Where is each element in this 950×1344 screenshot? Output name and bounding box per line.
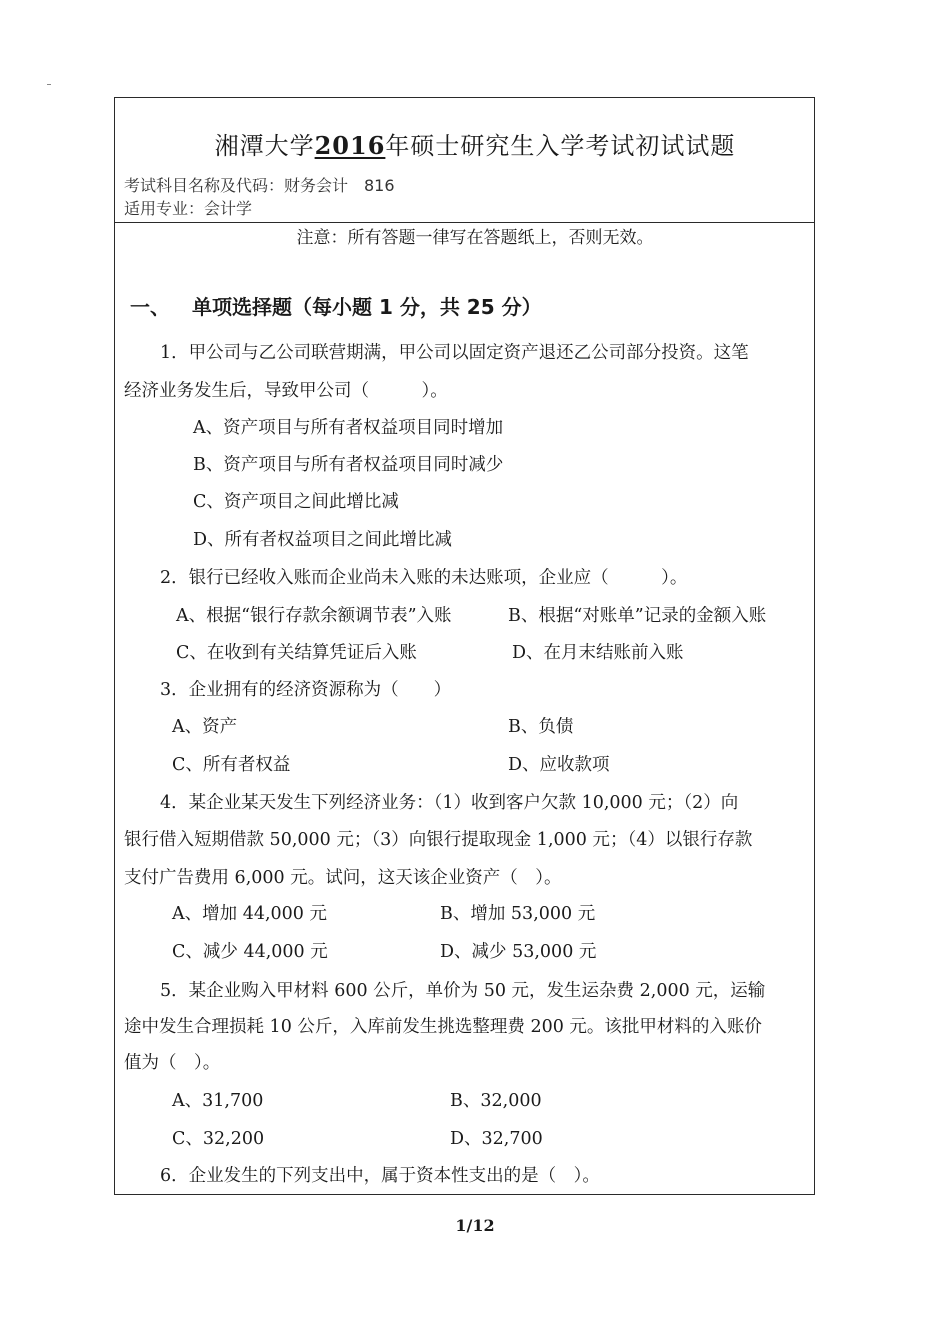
question-5-line-3: 值为（ ）。	[124, 1053, 221, 1073]
question-3-option-b: B、负债	[508, 717, 574, 737]
question-5-line-1: 5．某企业购入甲材料 600 公斤，单价为 50 元，发生运杂费 2,000 元，运输	[160, 981, 766, 1001]
question-2-option-c: C、在收到有关结算凭证后入账	[176, 643, 417, 663]
question-2-option-b: B、根据“对账单”记录的金额入账	[508, 606, 767, 626]
title-year: 2016	[314, 131, 386, 160]
question-3-option-a: A、资产	[172, 717, 238, 737]
question-5-option-d: D、32,700	[450, 1129, 543, 1149]
question-4-option-a: A、增加 44,000 元	[172, 904, 327, 924]
question-4-line-3: 支付广告费用 6,000 元。试问，这天该企业资产（ ）。	[124, 868, 562, 888]
question-2-line-1: 2．银行已经收入账而企业尚未入账的未达账项，企业应（ ）。	[160, 568, 688, 588]
question-5-option-a: A、31,700	[172, 1091, 264, 1111]
exam-title	[0, 131, 950, 160]
subject-line: 考试科目名称及代码：财务会计 816	[124, 176, 395, 195]
notice: 注意：所有答题一律写在答题纸上，否则无效。	[296, 228, 654, 248]
question-5-line-2: 途中发生合理损耗 10 公斤，入库前发生挑选整理费 200 元。该批甲材料的入账价	[124, 1017, 762, 1037]
question-4-line-1: 4．某企业某天发生下列经济业务：（1）收到客户欠款 10,000 元；（2）向	[160, 793, 739, 813]
page-number: 1/12	[455, 1216, 495, 1235]
question-2-option-d: D、在月末结账前入账	[512, 643, 684, 663]
question-4-option-c: C、减少 44,000 元	[172, 942, 328, 962]
header-divider	[114, 222, 815, 223]
question-1-line-1: 1．甲公司与乙公司联营期满，甲公司以固定资产退还乙公司部分投资。这笔	[160, 343, 749, 363]
section-number: 一、	[130, 295, 170, 319]
section-title: 单项选择题（每小题 1 分，共 25 分）	[192, 295, 542, 319]
question-1-option-a: A、资产项目与所有者权益项目同时增加	[193, 418, 504, 438]
question-4-line-2: 银行借入短期借款 50,000 元；（3）向银行提取现金 1,000 元；（4）以银行存款	[124, 830, 753, 850]
title-prefix: 湘潭大学	[214, 132, 315, 160]
major-line: 适用专业：会计学	[124, 199, 253, 218]
question-5-option-c: C、32,200	[172, 1129, 265, 1149]
question-5-option-b: B、32,000	[450, 1091, 542, 1111]
question-4-option-d: D、减少 53,000 元	[440, 942, 597, 962]
question-6-line-1: 6．企业发生的下列支出中，属于资本性支出的是（ ）。	[160, 1166, 600, 1186]
question-4-option-b: B、增加 53,000 元	[440, 904, 596, 924]
question-3-line-1: 3．企业拥有的经济资源称为（ ）	[160, 680, 452, 700]
title-suffix: 年硕士研究生入学考试初试试题	[385, 132, 736, 160]
question-2-option-a: A、根据“银行存款余额调节表”入账	[176, 606, 452, 626]
question-1-line-2: 经济业务发生后，导致甲公司（ ）。	[124, 381, 448, 401]
question-1-option-d: D、所有者权益项目之间此增比减	[193, 530, 453, 550]
scan-speck	[47, 84, 51, 85]
question-1-option-c: C、资产项目之间此增比减	[193, 492, 399, 512]
question-1-option-b: B、资产项目与所有者权益项目同时减少	[193, 455, 504, 475]
question-3-option-c: C、所有者权益	[172, 755, 291, 775]
question-3-option-d: D、应收款项	[508, 755, 610, 775]
